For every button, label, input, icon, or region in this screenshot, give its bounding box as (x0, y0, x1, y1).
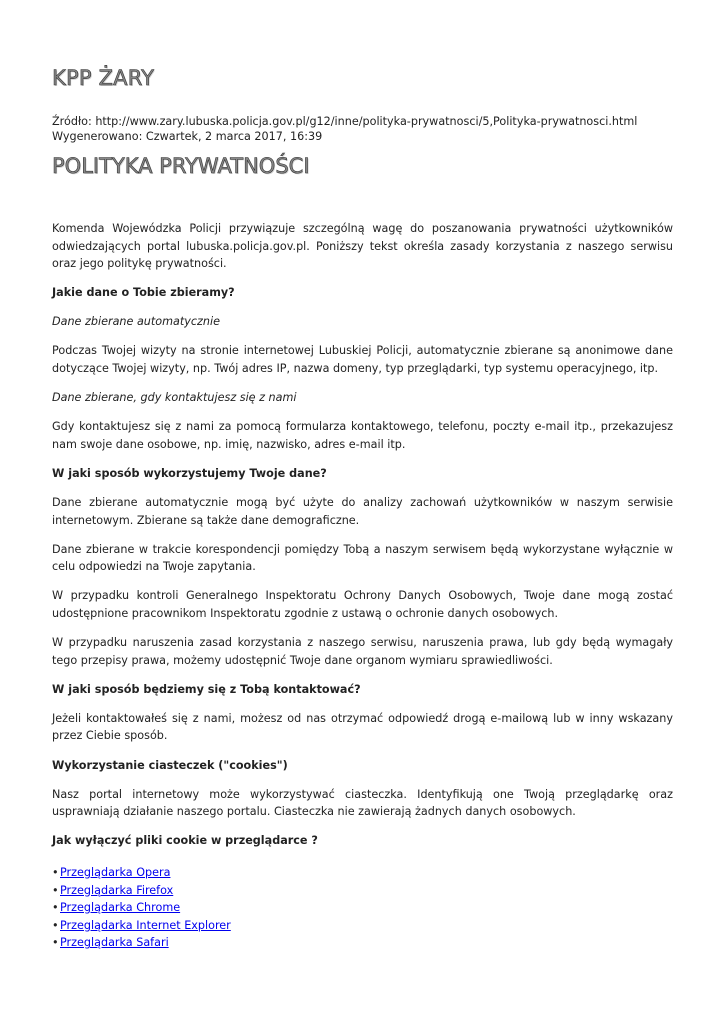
paragraph-usage-correspondence: Dane zbierane w trakcie korespondencji pomiędzy Tobą a naszym serwisem będą wykorzystane wyłącznie w celu odpowiedzi na Twoje zapytania. (52, 542, 673, 574)
paragraph-automatic-data: Podczas Twojej wizyty na stronie internetowej Lubuskiej Policji, automatycznie zbierane są anonimowe dane dotyczące Twojej wizyty, np. Twój adres IP, nazwa domeny, typ przeglądarki, typ systemu operacyjnego, itp. (52, 344, 673, 376)
bullet: • (52, 901, 59, 915)
list-item (52, 899, 673, 917)
paragraph-contact-data: Gdy kontaktujesz się z nami za pomocą formularza kontaktowego, telefonu, poczty e-mail itp., przekazujesz nam swoje dane osobowe, np. imię, nazwisko, adres e-mail itp. (52, 420, 673, 451)
list-item (52, 864, 673, 882)
bullet: • (52, 883, 59, 897)
link-internet-explorer[interactable]: Przeglądarka Internet Explorer (60, 918, 231, 932)
section-heading-data-usage: W jaki sposób wykorzystujemy Twoje dane? (52, 466, 327, 480)
section-heading-disable-cookies: Jak wyłączyć pliki cookie w przeglądarce ? (52, 834, 318, 848)
paragraph-contact: Jeżeli kontaktowałeś się z nami, możesz od nas otrzymać odpowiedź drogą e-mailową lub w inny wskazany przez Ciebie sposób. (52, 711, 673, 743)
paragraph-usage-inspection: W przypadku kontroli Generalnego Inspektoratu Ochrony Danych Osobowych, Twoje dane mogą zostać udostępnione pracownikom Inspektoratu zgodnie z ustawą o ochronie danych osobowych. (52, 589, 673, 620)
section-heading-cookies: Wykorzystanie ciasteczek ("cookies") (52, 758, 288, 772)
list-item (52, 917, 673, 935)
bullet: • (52, 936, 59, 950)
source-line: Źródło: http://www.zary.lubuska.policja.gov.pl/g12/inne/polityka-prywatnosci/5,Polityka-prywatnosci.html (52, 115, 638, 128)
subheading-contact-data: Dane zbierane, gdy kontaktujesz się z nami (52, 391, 297, 405)
document-body (52, 220, 673, 952)
list-item (52, 934, 673, 952)
link-firefox[interactable]: Przeglądarka Firefox (60, 883, 174, 897)
document-title: POLITYKA PRYWATNOŚCI (52, 154, 310, 178)
paragraph-cookies: Nasz portal internetowy może wykorzystywać ciasteczka. Identyfikują one Twoją przeglądarkę oraz usprawniają działanie naszego portalu. Ciasteczka nie zawierają żadnych danych osobowych. (52, 787, 673, 819)
section-heading-collected-data: Jakie dane o Tobie zbieramy? (52, 286, 235, 300)
link-safari[interactable]: Przeglądarka Safari (60, 936, 169, 950)
browser-links-list (52, 864, 673, 952)
link-chrome[interactable]: Przeglądarka Chrome (60, 901, 181, 915)
paragraph-usage-analysis: Dane zbierane automatycznie mogą być użyte do analizy zachowań użytkowników w naszym serwisie internetowym. Zbierane są także dane demograficzne. (52, 496, 673, 527)
section-heading-contact: W jaki sposób będziemy się z Tobą kontaktować? (52, 682, 361, 696)
list-item (52, 882, 673, 900)
bullet: • (52, 865, 59, 879)
subheading-automatic-data: Dane zbierane automatycznie (52, 315, 220, 329)
link-opera[interactable]: Przeglądarka Opera (60, 865, 171, 879)
paragraph-usage-justice: W przypadku naruszenia zasad korzystania z naszego serwisu, naruszenia prawa, lub gdy będą wymagały tego przepisy prawa, możemy udostępnić Twoje dane organom wymiaru sprawiedliwości. (52, 636, 673, 667)
generated-line: Wygenerowano: Czwartek, 2 marca 2017, 16:39 (52, 130, 323, 143)
site-title: KPP ŻARY (52, 66, 155, 90)
document-meta (52, 114, 637, 144)
bullet: • (52, 918, 59, 932)
intro-paragraph: Komenda Wojewódzka Policji przywiązuje szczególną wagę do poszanowania prywatności użytkowników odwiedzających portal lubuska.policja.gov.pl. Poniższy tekst określa zasady korzystania z naszego serwisu oraz jego politykę prywatności. (52, 222, 673, 271)
